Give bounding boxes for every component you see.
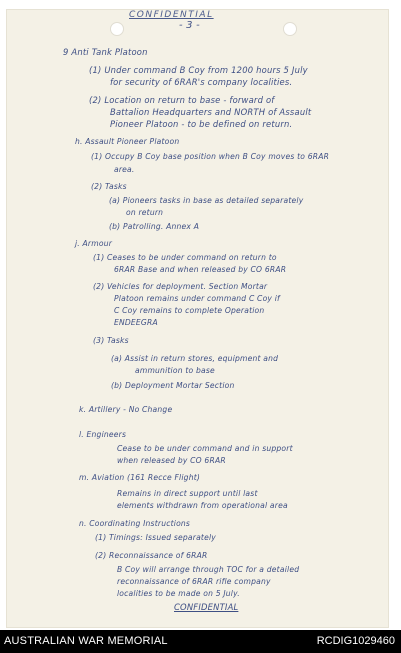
text-line: elements withdrawn from operational area — [117, 501, 288, 510]
text-line: (1) Under command B Coy from 1200 hours 5 July — [89, 65, 308, 75]
section-heading: n. Coordinating Instructions — [79, 519, 191, 528]
text-line: (a) Assist in return stores, equipment and — [111, 354, 279, 363]
institution-label: AUSTRALIAN WAR MEMORIAL — [4, 635, 168, 647]
section-heading: m. Aviation (161 Recce Flight) — [79, 473, 201, 482]
section-heading: l. Engineers — [79, 430, 127, 439]
text-line: 6RAR Base and when released by CO 6RAR — [114, 265, 287, 274]
text-line: area. — [114, 165, 135, 174]
archive-footer-bar — [0, 630, 401, 653]
text-line: (2) Tasks — [91, 182, 127, 191]
text-line: when released by CO 6RAR — [117, 456, 226, 465]
text-line: Remains in direct support until last — [117, 489, 258, 498]
record-id-label: RCDIG1029460 — [316, 635, 395, 647]
section-heading: h. Assault Pioneer Platoon — [75, 137, 180, 146]
confidential-footer-stamp: CONFIDENTIAL — [174, 602, 239, 612]
punch-hole-left — [110, 22, 124, 36]
text-line: (b) Deployment Mortar Section — [111, 381, 235, 390]
punch-hole-right — [283, 22, 297, 36]
text-line: (2) Vehicles for deployment. Section Mortar — [93, 282, 268, 291]
page-number: - 3 - — [179, 20, 200, 31]
text-line: on return — [126, 208, 164, 217]
text-line: for security of 6RAR's company localities. — [110, 77, 293, 87]
text-line: ENDEEGRA — [114, 318, 158, 327]
text-line: reconnaissance of 6RAR rifle company — [117, 577, 271, 586]
text-line: Cease to be under command and in support — [117, 444, 293, 453]
text-line: Pioneer Platoon - to be defined on return. — [110, 119, 293, 129]
document-page — [7, 10, 388, 627]
text-line: (1) Occupy B Coy base position when B Coy moves to 6RAR — [91, 152, 330, 161]
text-line: (b) Patrolling. Annex A — [109, 222, 200, 231]
section-heading: 9 Anti Tank Platoon — [63, 47, 148, 57]
text-line: (2) Reconnaissance of 6RAR — [95, 551, 208, 560]
text-line: (1) Timings: Issued separately — [95, 533, 216, 542]
text-line: (a) Pioneers tasks in base as detailed separately — [109, 196, 304, 205]
section-heading: j. Armour — [75, 239, 113, 248]
text-line: localities to be made on 5 July. — [117, 589, 240, 598]
confidential-header: CONFIDENTIAL — [129, 10, 214, 20]
text-line: Battalion Headquarters and NORTH of Assault — [110, 107, 312, 117]
text-line: (2) Location on return to base - forward of — [89, 95, 275, 105]
text-line: ammunition to base — [135, 366, 215, 375]
text-line: (3) Tasks — [93, 336, 129, 345]
text-line: B Coy will arrange through TOC for a detailed — [117, 565, 300, 574]
text-line: Platoon remains under command C Coy if — [114, 294, 280, 303]
text-line: (1) Ceases to be under command on return to — [93, 253, 277, 262]
section-heading: k. Artillery - No Change — [79, 405, 173, 414]
text-line: C Coy remains to complete Operation — [114, 306, 265, 315]
